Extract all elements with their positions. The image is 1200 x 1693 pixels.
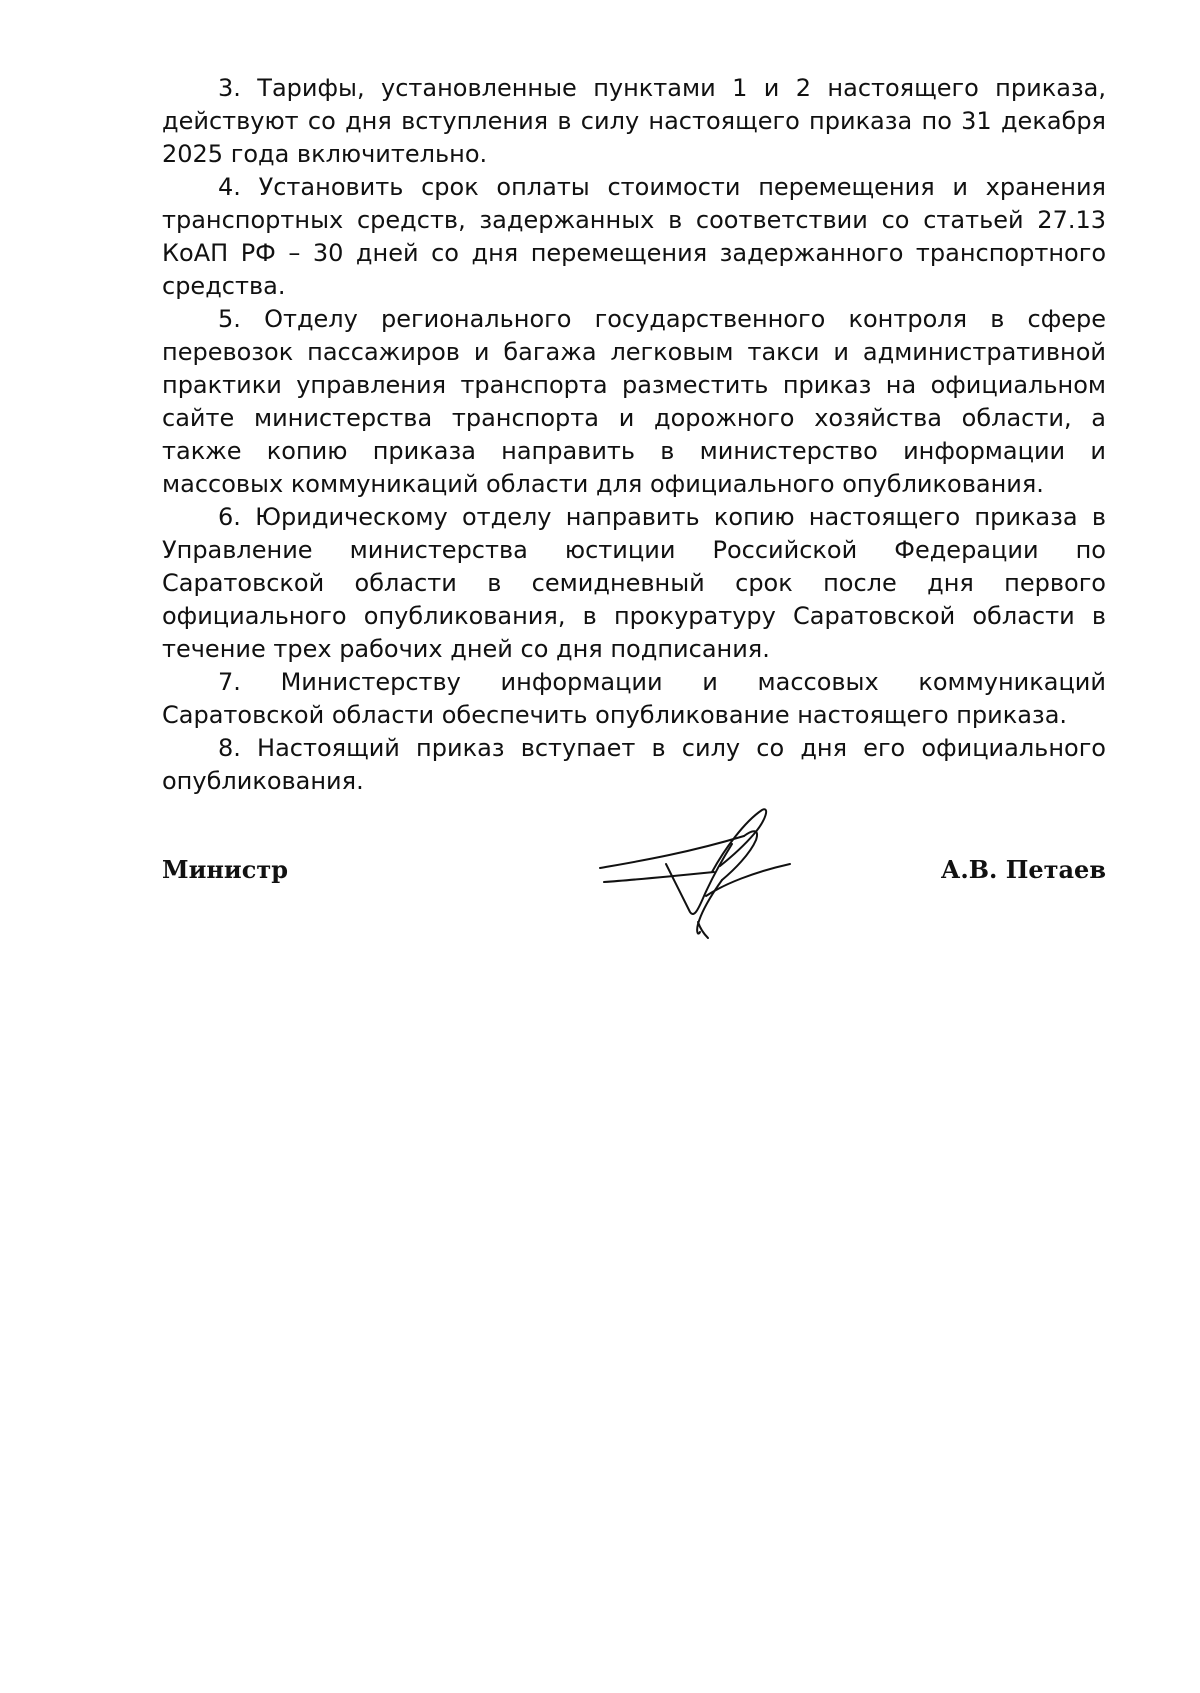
signatory-name: А.В. Петаев (940, 855, 1106, 884)
document-body (162, 72, 1106, 798)
paragraph-5: 5. Отделу регионального государственного контроля в сфере перевозок пассажиров и багажа легковым такси и административной практики управления транспорта разместить приказ на официальном сайте министерства транспорта и дорожного хозяйства области, а также копию приказа направить в министерство информации и массовых коммуникаций области для официального опубликования. (162, 305, 1106, 498)
handwritten-signature-icon (594, 800, 794, 940)
paragraph-7: 7. Министерству информации и массовых коммуникаций Саратовской области обеспечить опубликование настоящего приказа. (162, 668, 1106, 729)
paragraph-8: 8. Настоящий приказ вступает в силу со дня его официального опубликования. (162, 734, 1106, 795)
paragraph-4: 4. Установить срок оплаты стоимости перемещения и хранения транспортных средств, задержанных в соответствии со статьей 27.13 КоАП РФ – 30 дней со дня перемещения задержанного транспортного средства. (162, 173, 1106, 300)
paragraph-3: 3. Тарифы, установленные пунктами 1 и 2 настоящего приказа, действуют со дня вступления в силу настоящего приказа по 31 декабря 2025 года включительно. (162, 74, 1106, 168)
paragraph-6: 6. Юридическому отделу направить копию настоящего приказа в Управление министерства юстиции Российской Федерации по Саратовской области в семидневный срок после дня первого официального опубликования, в прокуратуру Саратовской области в течение трех рабочих дней со дня подписания. (162, 503, 1106, 663)
signatory-title: Министр (162, 855, 288, 884)
signature-block (162, 800, 1106, 940)
